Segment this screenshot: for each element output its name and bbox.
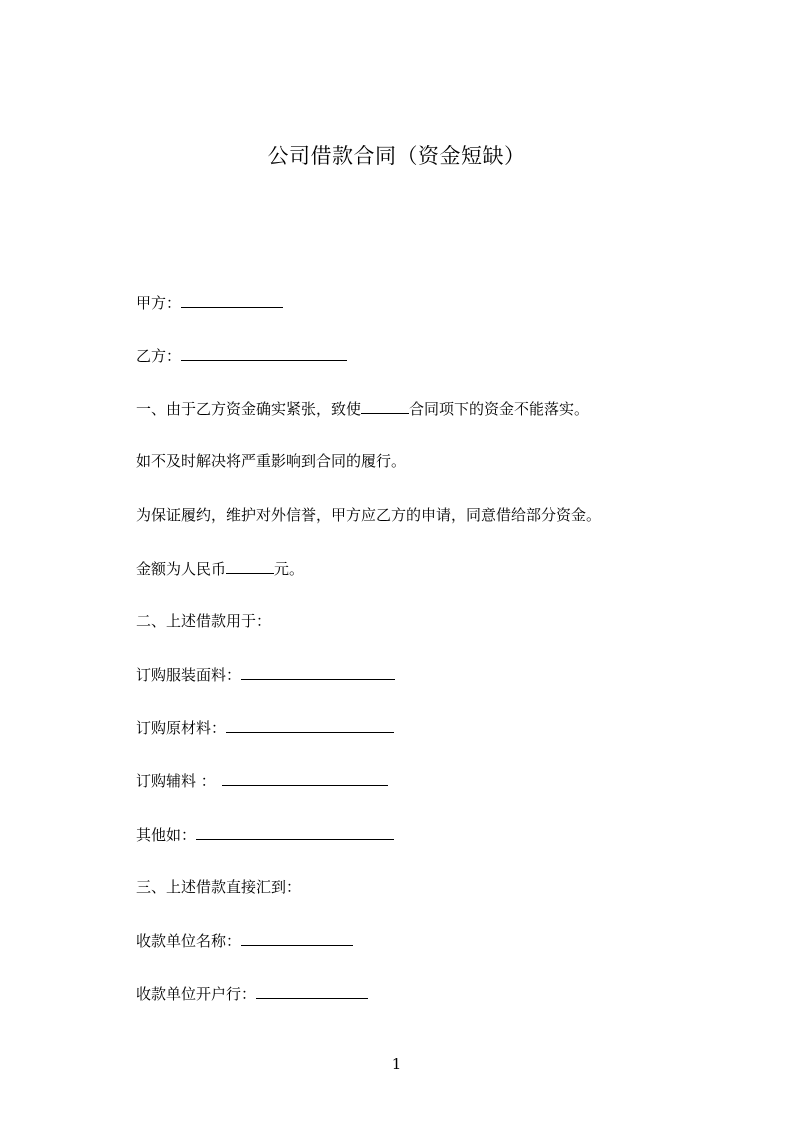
clause-3-line (136, 877, 301, 897)
amount-text-post: 元。 (274, 560, 305, 578)
document-title: 公司借款合同（资金短缺） (267, 144, 526, 168)
fabric-blank (241, 664, 395, 680)
delay-line (136, 451, 406, 471)
fabric-label: 订购服装面料： (136, 666, 242, 684)
payee-name-blank (241, 930, 353, 946)
amount-text-pre: 金额为人民币 (136, 560, 227, 578)
clause-1-line (136, 398, 589, 419)
page-number: 1 (391, 1055, 402, 1073)
fabric-line (136, 664, 395, 685)
payee-bank-label: 收款单位开户行： (136, 985, 257, 1003)
clause-2-line (136, 611, 271, 631)
payee-bank-blank (256, 983, 368, 999)
raw-material-line (136, 717, 394, 738)
raw-material-blank (226, 717, 394, 733)
party-b-label: 乙方： (136, 347, 182, 365)
clause-2-text: 二、上述借款用于： (136, 612, 272, 630)
clause-1-text-pre: 一、由于乙方资金确实紧张，致使 (136, 400, 362, 418)
clause-3-text: 三、上述借款直接汇到： (136, 878, 302, 896)
other-label: 其他如： (136, 826, 197, 844)
other-blank (196, 824, 394, 840)
accessory-blank (222, 770, 388, 786)
contract-blank (361, 398, 409, 414)
amount-line (136, 558, 304, 579)
payee-name-line (136, 930, 353, 951)
payee-bank-line (136, 983, 368, 1004)
payee-name-label: 收款单位名称： (136, 932, 242, 950)
guarantee-line (136, 505, 601, 525)
party-b-blank (181, 345, 347, 361)
accessory-label: 订购辅料 ： (136, 772, 216, 790)
party-a-label: 甲方： (136, 294, 182, 312)
party-b-line (136, 345, 347, 366)
party-a-blank (181, 292, 283, 308)
guarantee-text: 为保证履约，维护对外信誉，甲方应乙方的申请，同意借给部分资金。 (136, 506, 602, 524)
accessory-line (136, 770, 388, 791)
delay-text: 如不及时解决将严重影响到合同的履行。 (136, 452, 407, 470)
clause-1-text-post: 合同项下的资金不能落实。 (409, 400, 590, 418)
party-a-line (136, 292, 283, 313)
amount-blank (226, 558, 274, 574)
raw-material-label: 订购原材料： (136, 719, 227, 737)
other-line (136, 824, 394, 845)
